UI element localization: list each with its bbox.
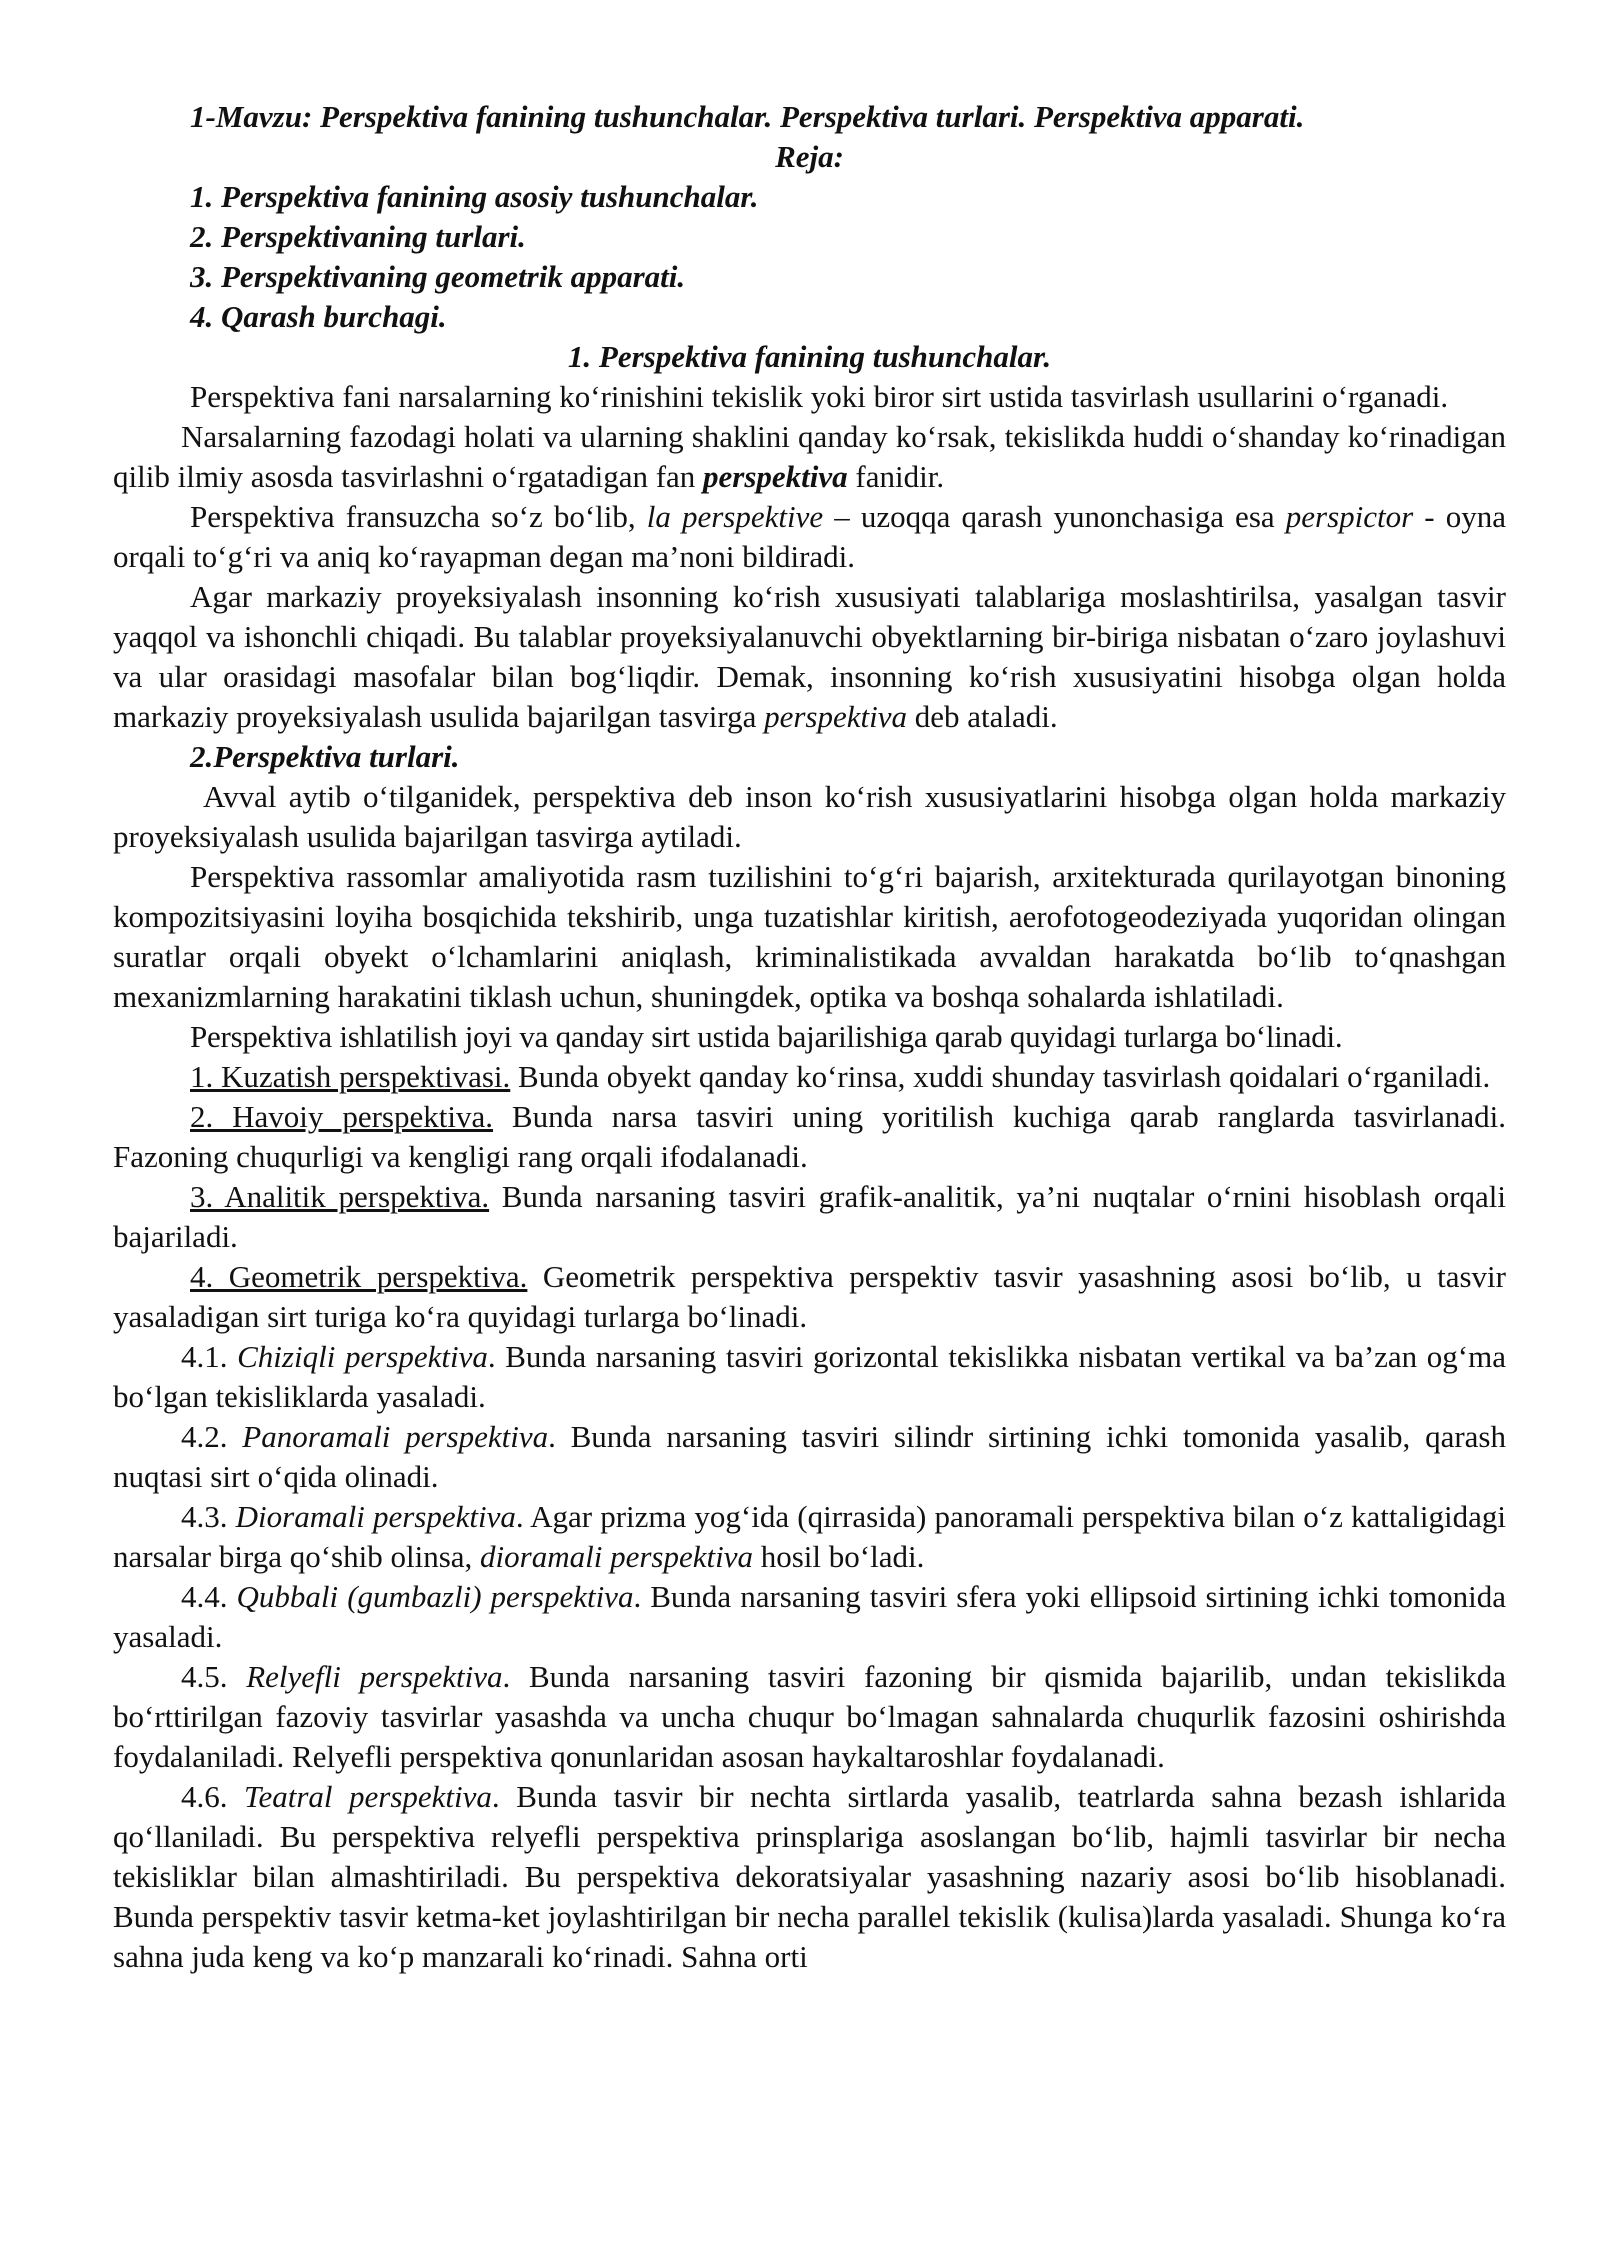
type-item	[113, 1177, 1506, 1257]
subtype-item	[113, 1777, 1506, 1977]
term-emphasis: perspektiva	[703, 459, 848, 494]
type-label: 1. Kuzatish perspektivasi.	[190, 1059, 511, 1094]
subtype-name: Qubbali (gumbazli) perspektiva	[236, 1579, 634, 1614]
paragraph: Avval aytib o‘tilganidek, perspektiva deb inson ko‘rish xususiyatlarini hisobga olgan holda markaziy proyeksiyalash usulida bajarilgan tasvirga aytiladi.	[113, 779, 1506, 854]
term-emphasis: perspektiva	[764, 699, 907, 734]
subtype-name: Teatral perspektiva	[244, 1779, 492, 1814]
subtype-item	[113, 1577, 1506, 1657]
subtype-name: Chiziqli perspektiva	[237, 1339, 488, 1374]
subtype-text: . Bunda narsaning tasviri fazoning bir qismida bajarilib, undan tekislikda bo‘rttirilgan fazoviy tasvirlar yasashda va uncha chuqur bo‘lmagan sahnalarda chuqurlik fazosini oshirishda foydalaniladi. Relyefli perspektiva qonunlaridan asosan haykaltaroshlar foydalanadi.	[113, 1659, 1507, 1774]
paragraph: Perspektiva fani narsalarning ko‘rinishini tekislik yoki biror sirt ustida tasvirlash usullarini o‘rganadi.	[190, 379, 1449, 414]
type-item	[113, 1097, 1506, 1177]
paragraph-text: fanidir.	[847, 459, 945, 494]
subtype-text: . Bunda tasvir bir nechta sirtlarda yasalib, teatrlarda sahna bezash ishlarida qo‘llaniladi. Bu perspektiva relyefli perspektiva prinsplariga asoslangan bo‘lib, hajmli tasvirlar bir necha tekisliklar bilan almashtiriladi. Bu perspektiva dekoratsiyalar yasashning nazariy asosi bo‘lib hisoblanadi. Bunda perspektiv tasvir ketma-ket joylashtirilgan bir necha parallel tekislik (kulisa)larda yasaladi. Shunga ko‘ra sahna juda keng va ko‘p manzarali ko‘rinadi. Sahna orti	[113, 1779, 1507, 1974]
subtype-name: Relyefli perspektiva	[246, 1659, 503, 1694]
subtype-text: . Bunda narsaning tasviri silindr sirtining ichki tomonida yasalib, qarash nuqtasi sirt o‘qida olinadi.	[113, 1419, 1506, 1494]
paragraph: Perspektiva rassomlar amaliyotida rasm tuzilishini to‘g‘ri bajarish, arxitekturada qurilayotgan binoning kompozitsiyasini loyiha bosqichida tekshirib, unga tuzatishlar kiritish, aerofotogeodeziyada yuqoridan olingan suratlar orqali obyekt o‘lchamlarini aniqlash, kriminalistikada avvaldan harakatda bo‘lib to‘qnashgan mexanizmlarning harakatini tiklash uchun, shuningdek, optika va boshqa sohalarda ishlatiladi.	[113, 859, 1506, 1014]
paragraph-text: Perspektiva fransuzcha so‘z bo‘lib,	[190, 499, 647, 534]
subtype-text: . Bunda narsaning tasviri gorizontal tekislikka nisbatan vertikal va ba’zan og‘ma bo‘lgan tekisliklarda yasaladi.	[113, 1339, 1507, 1414]
section-heading: 2.Perspektiva turlari.	[190, 739, 460, 774]
subtype-text: . Agar prizma yog‘ida (qirrasida) panoramali perspektiva bilan o‘z kattaligidagi narsalar birga qo‘shib olinsa,	[113, 1499, 1506, 1574]
plan-item: 4. Qarash burchagi.	[190, 299, 447, 334]
document-page	[113, 97, 1506, 1977]
paragraph	[113, 577, 1506, 737]
subtype-number: 4.4.	[181, 1579, 237, 1614]
type-text: Bunda obyekt qanday ko‘rinsa, xuddi shunday tasvirlash qoidalari o‘rganiladi.	[510, 1059, 1491, 1094]
subtype-text: . Bunda narsaning tasviri sfera yoki ellipsoid sirtining ichki tomonida yasaladi.	[113, 1579, 1507, 1654]
document-title: 1-Mavzu: Perspektiva fanining tushunchalar. Perspektiva turlari. Perspektiva apparati.	[190, 99, 1305, 134]
subtype-number: 4.6.	[181, 1779, 245, 1814]
type-item	[113, 1057, 1506, 1097]
subtype-name: dioramali perspektiva	[480, 1539, 753, 1574]
plan-heading: Reja:	[775, 139, 844, 174]
section-heading: 1. Perspektiva fanining tushunchalar.	[567, 339, 1052, 374]
type-label: 2. Havoiy perspektiva.	[190, 1099, 493, 1134]
subtype-item	[113, 1497, 1506, 1577]
term-emphasis: perspictor	[1285, 499, 1414, 534]
type-label: 3. Analitik perspektiva.	[190, 1179, 490, 1214]
paragraph	[113, 497, 1506, 577]
type-text: Bunda narsa tasviri uning yoritilish kuchiga qarab ranglarda tasvirlanadi. Fazoning chuqurligi va kengligi rang orqali ifodalanadi.	[113, 1099, 1506, 1174]
subtype-text: hosil bo‘ladi.	[752, 1539, 925, 1574]
type-text: Geometrik perspektiva perspektiv tasvir yasashning asosi bo‘lib, u tasvir yasaladigan sirt turiga ko‘ra quyidagi turlarga bo‘linadi.	[113, 1259, 1506, 1334]
subtype-number: 4.3.	[181, 1499, 236, 1534]
subtype-number: 4.2.	[181, 1419, 243, 1454]
plan-item: 3. Perspektivaning geometrik apparati.	[190, 259, 686, 294]
subtype-number: 4.1.	[181, 1339, 238, 1374]
type-label: 4. Geometrik perspektiva.	[190, 1259, 528, 1294]
subtype-item	[113, 1657, 1506, 1777]
subtype-number: 4.5.	[181, 1659, 247, 1694]
term-emphasis: la perspektive	[646, 499, 824, 534]
type-text: Bunda narsaning tasviri grafik-analitik, ya’ni nuqtalar o‘rnini hisoblash orqali bajariladi.	[113, 1179, 1507, 1254]
subtype-name: Panoramali perspektiva	[242, 1419, 549, 1454]
plan-item: 1. Perspektiva fanining asosiy tushunchalar.	[190, 179, 759, 214]
paragraph-text: deb ataladi.	[906, 699, 1058, 734]
type-item	[113, 1257, 1506, 1337]
paragraph-text: - oyna orqali to‘g‘ri va aniq ko‘rayapman degan ma’noni bildiradi.	[113, 499, 1507, 574]
paragraph-text: – uzoqqa qarash yunonchasiga esa	[823, 499, 1286, 534]
subtype-item	[113, 1337, 1506, 1417]
paragraph-text: Narsalarning fazodagi holati va ularning shaklini qanday ko‘rsak, tekislikda huddi o‘shanday ko‘rinadigan qilib ilmiy asosda tasvirlashni o‘rgatadigan fan	[113, 419, 1506, 494]
paragraph-text: Agar markaziy proyeksiyalash insonning ko‘rish xususiyati talablariga moslashtirilsa, yasalgan tasvir yaqqol va ishonchli chiqadi. Bu talablar proyeksiyalanuvchi obyektlarning bir-biriga nisbatan o‘zaro joylashuvi va ular orasidagi masofalar bilan bog‘liqdir. Demak, insonning ko‘rish xususiyatini hisobga olgan holda markaziy proyeksiyalash usulida bajarilgan tasvirga	[113, 579, 1506, 734]
plan-item: 2. Perspektivaning turlari.	[190, 219, 526, 254]
paragraph: Perspektiva ishlatilish joyi va qanday sirt ustida bajarilishiga qarab quyidagi turlarga bo‘linadi.	[190, 1019, 1343, 1054]
paragraph	[113, 417, 1506, 497]
subtype-item	[113, 1417, 1506, 1497]
subtype-name: Dioramali perspektiva	[235, 1499, 516, 1534]
